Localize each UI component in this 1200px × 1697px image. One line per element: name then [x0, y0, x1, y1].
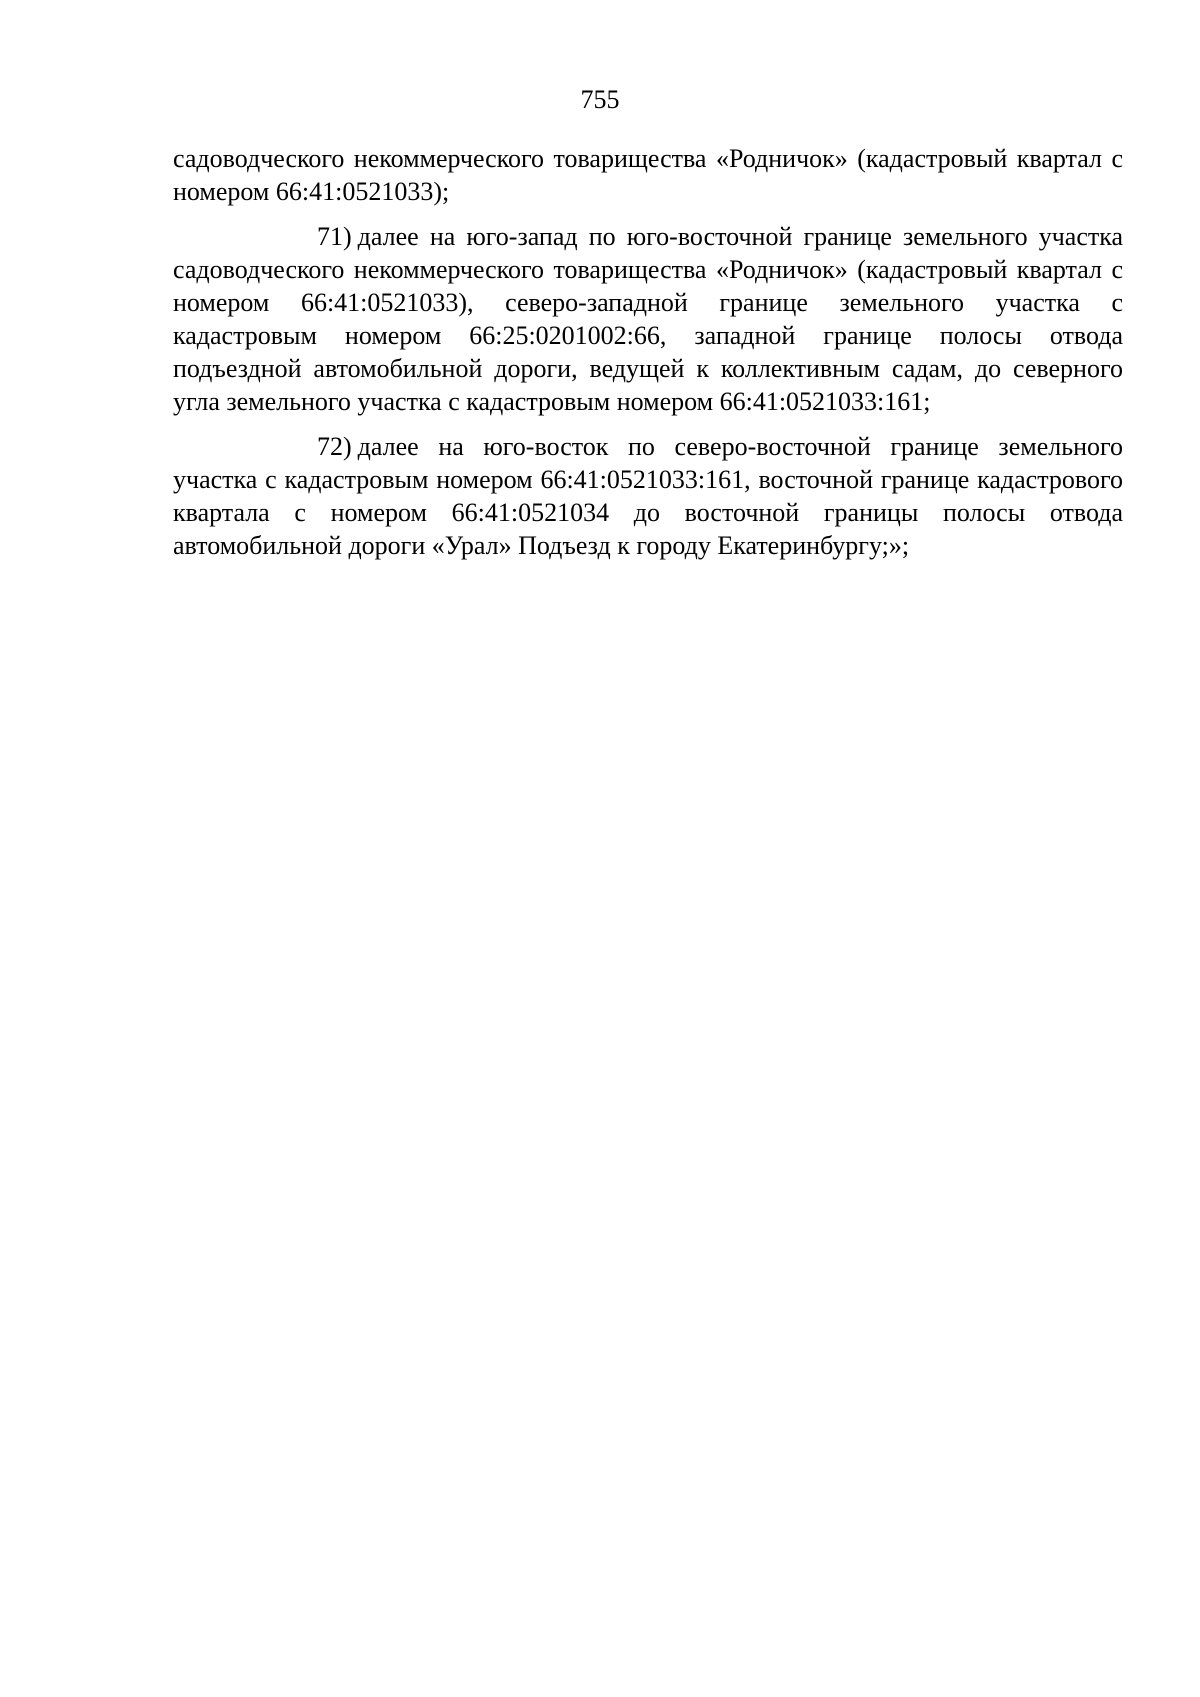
paragraph-continuation [173, 142, 1123, 208]
list-item-number: 71) [317, 222, 352, 251]
list-item-text: далее на юго-восток по северо-восточной границе земельного участка с кадастровым номером 66:41:0521033:161, восточной границе кадастрового квартала с номером 66:41:0521034 до восточной границы полосы отвода автомобильной дороги «Урал» Подъезд к городу Екатеринбургу;»; [173, 432, 1123, 560]
page-number: 755 [580, 85, 620, 114]
list-item-text: далее на юго-запад по юго-восточной границе земельного участка садоводческого некоммерческого товарищества «Родничок» (кадастровый квартал с номером 66:41:0521033), северо-западной границе земельного участка с кадастровым номером 66:25:0201002:66, западной границе полосы отвода подъездной автомобильной дороги, ведущей к коллективным садам, до северного угла земельного участка с кадастровым номером 66:41:0521033:161; [173, 222, 1123, 416]
list-item-number: 72) [317, 432, 352, 461]
paragraph-text: садоводческого некоммерческого товарищества «Родничок» (кадастровый квартал с номером 66:41:0521033); [173, 144, 1123, 206]
list-item-71 [173, 220, 1123, 418]
document-body [173, 142, 1123, 574]
list-item-72 [173, 430, 1123, 562]
